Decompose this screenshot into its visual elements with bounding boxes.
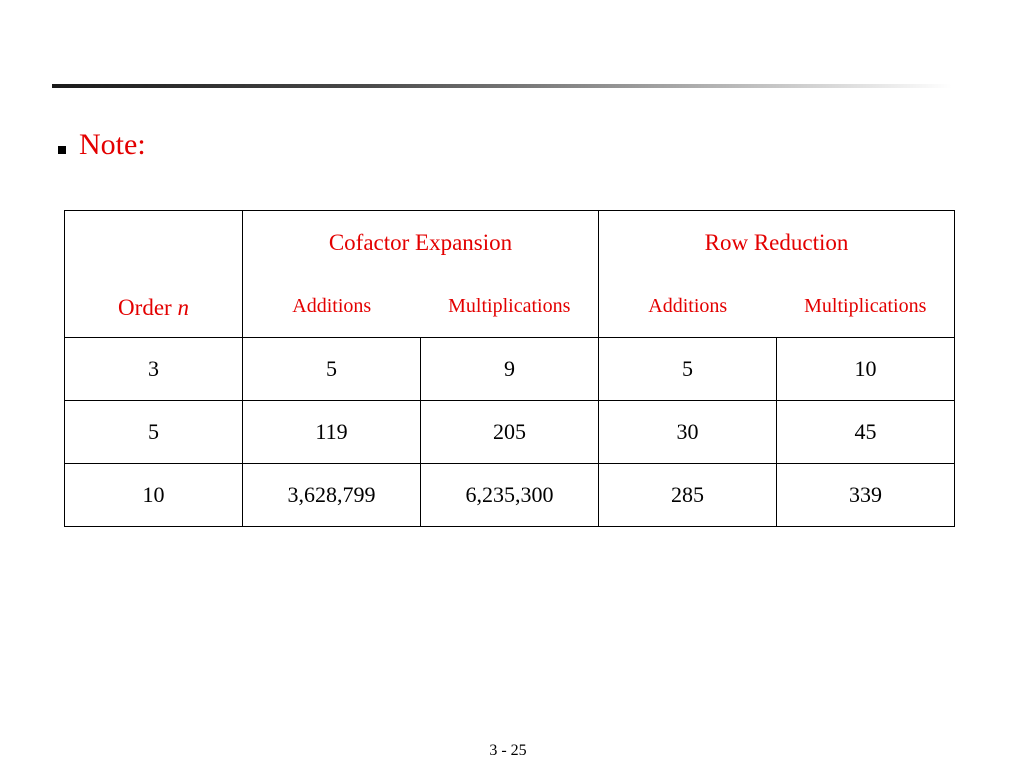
cofactor-additions-cell: 3,628,799	[243, 464, 421, 527]
page-number: 3 - 25	[489, 742, 527, 759]
reduction-multiplications-cell: 339	[777, 464, 955, 527]
reduction-additions-cell: 30	[599, 401, 777, 464]
table-row	[65, 338, 955, 401]
cofactor-multiplications-cell: 6,235,300	[421, 464, 599, 527]
cofactor-additions-cell: 119	[243, 401, 421, 464]
cofactor-expansion-title: Cofactor Expansion	[328, 230, 513, 255]
table-header-row	[65, 211, 955, 338]
reduction-additions-cell: 285	[599, 464, 777, 527]
order-header-cell	[65, 211, 243, 338]
reduction-additions-header: Additions	[648, 295, 728, 317]
cofactor-multiplications-header: Multiplications	[448, 295, 571, 317]
cofactor-multiplications-cell: 9	[421, 338, 599, 401]
order-header	[65, 295, 242, 321]
reduction-multiplications-cell: 10	[777, 338, 955, 401]
order-cell: 5	[65, 401, 243, 464]
row-reduction-header-cell	[599, 211, 955, 338]
comparison-table-wrapper	[64, 210, 955, 527]
table-row	[65, 401, 955, 464]
operation-count-table	[64, 210, 955, 527]
reduction-additions-cell: 5	[599, 338, 777, 401]
order-label-text: Order	[118, 295, 172, 320]
cofactor-expansion-header-cell	[243, 211, 599, 338]
order-variable: n	[177, 295, 189, 320]
cofactor-additions-cell: 5	[243, 338, 421, 401]
bullet-icon	[58, 146, 66, 154]
cofactor-multiplications-cell: 205	[421, 401, 599, 464]
reduction-multiplications-header: Multiplications	[804, 295, 927, 317]
order-cell: 3	[65, 338, 243, 401]
reduction-multiplications-cell: 45	[777, 401, 955, 464]
table-row	[65, 464, 955, 527]
order-cell: 10	[65, 464, 243, 527]
cofactor-additions-header: Additions	[292, 295, 372, 317]
row-reduction-title: Row Reduction	[704, 230, 849, 255]
header-rule	[52, 84, 952, 88]
note-heading: Note:	[79, 128, 146, 161]
